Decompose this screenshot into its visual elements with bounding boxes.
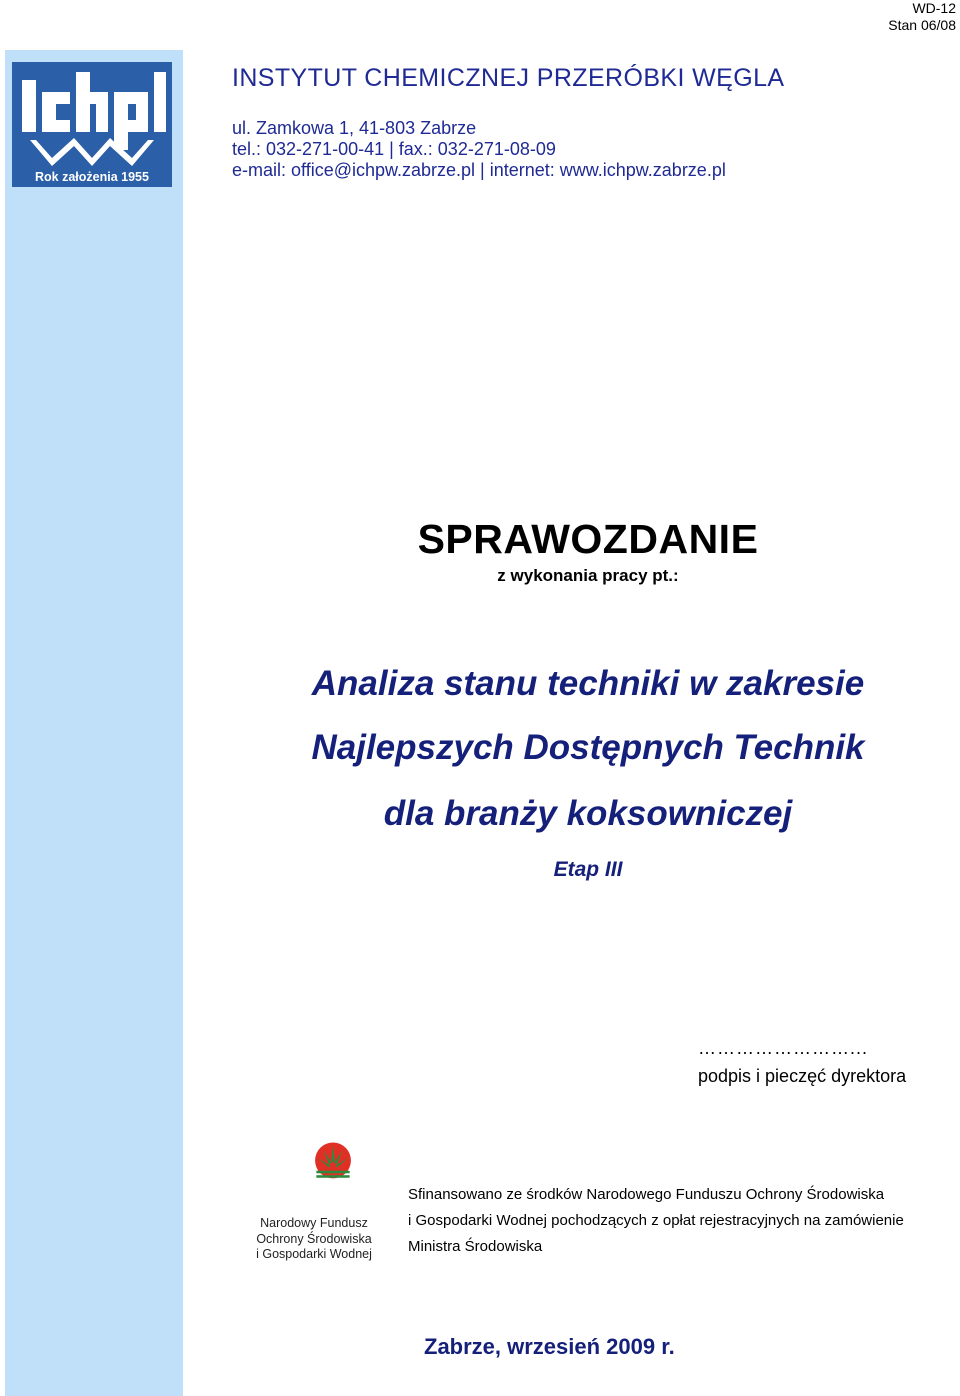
topic-line-3: dla branży koksowniczej (383, 794, 793, 833)
email-web-line: e-mail: office@ichpw.zabrze.pl | internet: www.ichpw.zabrze.pl (232, 160, 726, 180)
fund-logo-line-3: i Gospodarki Wodnej (256, 1247, 372, 1261)
nfosigw-logo-text (252, 1216, 376, 1263)
institute-name: INSTYTUT CHEMICZNEJ PRZERÓBKI WĘGLA (232, 64, 785, 92)
ichpw-logo (12, 62, 172, 187)
signature-caption: podpis i pieczęć dyrektora (698, 1066, 907, 1086)
institute-contact (232, 118, 726, 181)
document-version: Stan 06/08 (888, 17, 956, 33)
stage-label: Etap III (553, 858, 623, 881)
phone-fax-line: tel.: 032-271-00-41 | fax.: 032-271-08-09 (232, 139, 556, 159)
document-id: WD-12 (912, 0, 956, 16)
topic-line-1: Analiza stanu techniki w zakresie (311, 664, 865, 703)
signature-line: ……………………... (698, 1038, 869, 1058)
fund-logo-line-2: Ochrony Środowiska (256, 1231, 372, 1246)
sidebar-band (5, 50, 183, 1396)
topic-line-2: Najlepszych Dostępnych Technik (311, 728, 865, 767)
report-title: SPRAWOZDANIE (417, 516, 759, 562)
place-date: Zabrze, wrzesień 2009 r. (424, 1334, 675, 1359)
document-code (888, 0, 956, 34)
funding-line-3: Ministra Środowiska (408, 1238, 543, 1255)
funding-line-1: Sfinansowano ze środków Narodowego Funduszu Ochrony Środowiska (408, 1186, 885, 1203)
logo-founding-text: Rok założenia 1955 (35, 170, 149, 184)
funding-note (408, 1182, 904, 1260)
report-subtitle: z wykonania pracy pt.: (497, 566, 679, 585)
funding-line-2: i Gospodarki Wodnej pochodzących z opłat rejestracyjnych na zamówienie (408, 1212, 904, 1229)
nfosigw-logo (252, 1140, 382, 1220)
address-line: ul. Zamkowa 1, 41-803 Zabrze (232, 118, 477, 138)
fund-logo-line-1: Narodowy Fundusz (260, 1216, 368, 1230)
